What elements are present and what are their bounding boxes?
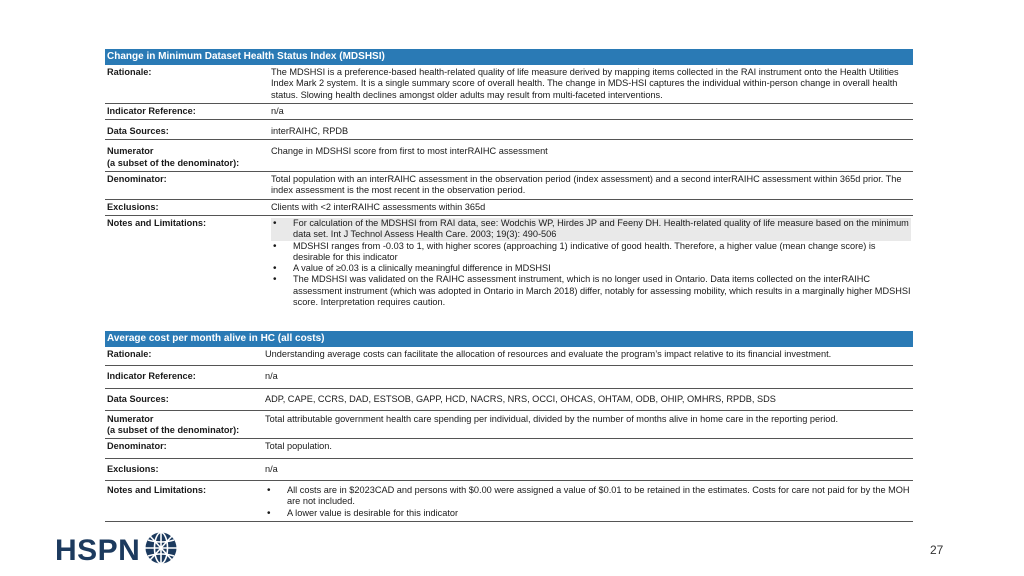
- row-value: Change in MDSHSI score from first to most interRAIHC assessment: [271, 146, 548, 157]
- row-value: [271, 218, 913, 308]
- row-label: Notes and Limitations:: [107, 485, 207, 496]
- row-value: Total population with an interRAIHC assessment in the observation period (index assessment) and a second interRAIHC assessment within 365d prior. The index assessment is the most recent in the observation period.: [271, 174, 902, 196]
- table-title: Change in Minimum Dataset Health Status Index (MDSHSI): [105, 49, 913, 65]
- numerator-sublabel: (a subset of the denominator):: [107, 425, 240, 436]
- row-indicator-reference: [105, 366, 913, 388]
- table-title: Average cost per month alive in HC (all costs): [105, 331, 913, 347]
- row-label: [105, 414, 265, 437]
- row-label: Indicator Reference:: [107, 105, 196, 116]
- row-value: Understanding average costs can facilitate the allocation of resources and evaluate the program’s impact relative to its financial investment.: [265, 349, 832, 359]
- notes-list: [271, 218, 911, 308]
- row-data-sources: [105, 120, 913, 140]
- row-exclusions: [105, 200, 913, 216]
- row-label: Exclusions:: [107, 463, 159, 474]
- row-label: [105, 146, 271, 169]
- notes-list: [265, 485, 911, 519]
- numerator-sublabel: (a subset of the denominator):: [107, 157, 240, 168]
- row-label: Denominator:: [107, 441, 167, 452]
- row-label: Rationale:: [107, 349, 152, 359]
- row-label: Rationale:: [107, 67, 152, 77]
- row-denominator: [105, 439, 913, 458]
- row-numerator: [105, 411, 913, 440]
- row-value: n/a: [271, 105, 284, 116]
- row-value: [265, 485, 913, 519]
- page-number: 27: [930, 543, 944, 557]
- numerator-label: Numerator: [107, 413, 154, 424]
- row-label: Data Sources:: [107, 393, 169, 404]
- row-label: Denominator:: [107, 174, 167, 185]
- indicator-table-average-cost: [105, 331, 913, 522]
- list-item: • The MDSHSI was validated on the RAIHC assessment instrument, which is no longer used in Ontario. Data items collected on the interRAIHC assessment instrument (which was adopted in Ontario in March 2018) differ, notably for assessing mobility, which results in a marginally higher MDSHSI score. Interpretation requires caution.: [271, 274, 911, 308]
- list-item: • A lower value is desirable for this indicator: [265, 508, 911, 519]
- indicator-table-mdshsi: [105, 49, 913, 310]
- row-label: Indicator Reference:: [107, 371, 196, 382]
- row-notes: [105, 216, 913, 310]
- row-label: Exclusions:: [107, 201, 159, 212]
- list-item: • MDSHSI ranges from -0.03 to 1, with higher scores (approaching 1) indicative of good health. Therefore, a higher value (mean change score) is desirable for this indicator: [271, 241, 911, 264]
- row-label: Data Sources:: [107, 126, 169, 137]
- logo-text: HSPN: [55, 533, 141, 567]
- row-value: n/a: [265, 463, 278, 474]
- row-rationale: [105, 347, 913, 366]
- row-value: interRAIHC, RPDB: [271, 126, 349, 137]
- hspn-logo: [55, 531, 178, 570]
- row-value: The MDSHSI is a preference-based health-related quality of life measure derived by mapping items collected in the RAI instrument onto the Health Utilities Index Mark 2 system. It is a single summary score of overall health. The change in MDS-HSI captures the individual within-person change in overall health status. Slowing health declines amongst older adults may result from multi-faceted interventions.: [271, 67, 899, 100]
- row-value: n/a: [265, 371, 278, 382]
- row-value: Total population.: [265, 441, 332, 452]
- row-numerator: [105, 140, 913, 172]
- globe-icon: [144, 531, 178, 570]
- list-item: • All costs are in $2023CAD and persons with $0.00 were assigned a value of $0.01 to be retained in the estimates. Costs for care not paid for by the MOH are not included.: [265, 485, 911, 508]
- list-item: • For calculation of the MDSHSI from RAI data, see: Wodchis WP, Hirdes JP and Feeny DH. Health-related quality of life measure based on the minimum data set. Int J Technol Assess Health Care. 2003; 19(3): 490-506: [271, 218, 911, 241]
- row-label: Notes and Limitations:: [107, 217, 207, 228]
- row-indicator-reference: [105, 104, 913, 120]
- list-item: • A value of ≥0.03 is a clinically meaningful difference in MDSHSI: [271, 263, 911, 274]
- row-notes: [105, 481, 913, 522]
- row-rationale: [105, 65, 913, 104]
- row-value: Clients with <2 interRAIHC assessments within 365d: [271, 201, 486, 212]
- row-denominator: [105, 172, 913, 200]
- row-value: Total attributable government health care spending per individual, divided by the number of months alive in home care in the reporting period.: [265, 413, 839, 424]
- row-exclusions: [105, 459, 913, 481]
- numerator-label: Numerator: [107, 146, 154, 157]
- row-data-sources: [105, 389, 913, 411]
- row-value: ADP, CAPE, CCRS, DAD, ESTSOB, GAPP, HCD, NACRS, NRS, OCCI, OHCAS, OHTAM, ODB, OHIP, OMHRS, RPDB, SDS: [265, 393, 776, 404]
